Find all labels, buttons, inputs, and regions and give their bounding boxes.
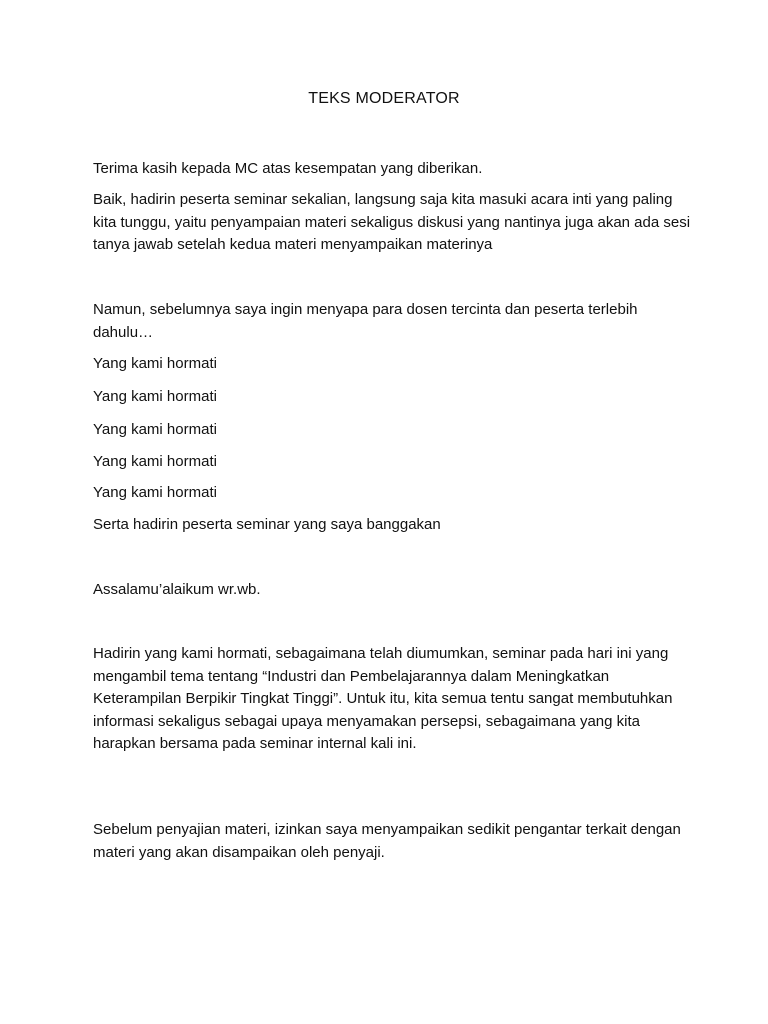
paragraph-respect-4: Yang kami hormati <box>93 453 217 470</box>
paragraph-respect-1: Yang kami hormati <box>93 355 217 372</box>
paragraph-audience: Serta hadirin peserta seminar yang saya banggakan <box>93 516 441 533</box>
paragraph-respect-5: Yang kami hormati <box>93 484 217 501</box>
paragraph-opening: Baik, hadirin peserta seminar sekalian, langsung saja kita masuki acara inti yang paling kita tunggu, yaitu penyampaian materi sekaligus diskusi yang nantinya juga akan ada sesi tanya jawab setelah kedua materi menyampaikan materinya <box>93 191 691 253</box>
paragraph-respect-2: Yang kami hormati <box>93 388 217 405</box>
paragraph-respect-3: Yang kami hormati <box>93 421 217 438</box>
document-title: TEKS MODERATOR <box>308 90 460 107</box>
paragraph-thanks: Terima kasih kepada MC atas kesempatan yang diberikan. <box>93 160 483 177</box>
paragraph-theme: Hadirin yang kami hormati, sebagaimana telah diumumkan, seminar pada hari ini yang mengambil tema tentang “Industri dan Pembelajarannya dalam Meningkatkan Keterampilan Berpikir Tingkat Tinggi”. Untuk itu, kita semua tentu sangat membutuhkan informasi sekaligus sebagai upaya menyamakan persepsi, sebagaimana yang kita harapkan bersama pada seminar internal kali ini. <box>93 645 673 752</box>
paragraph-salam: Assalamu’alaikum wr.wb. <box>93 581 261 598</box>
paragraph-greeting-intro: Namun, sebelumnya saya ingin menyapa para dosen tercinta dan peserta terlebih dahulu… <box>93 301 638 341</box>
paragraph-introduction: Sebelum penyajian materi, izinkan saya menyampaikan sedikit pengantar terkait dengan materi yang akan disampaikan oleh penyaji. <box>93 821 681 861</box>
